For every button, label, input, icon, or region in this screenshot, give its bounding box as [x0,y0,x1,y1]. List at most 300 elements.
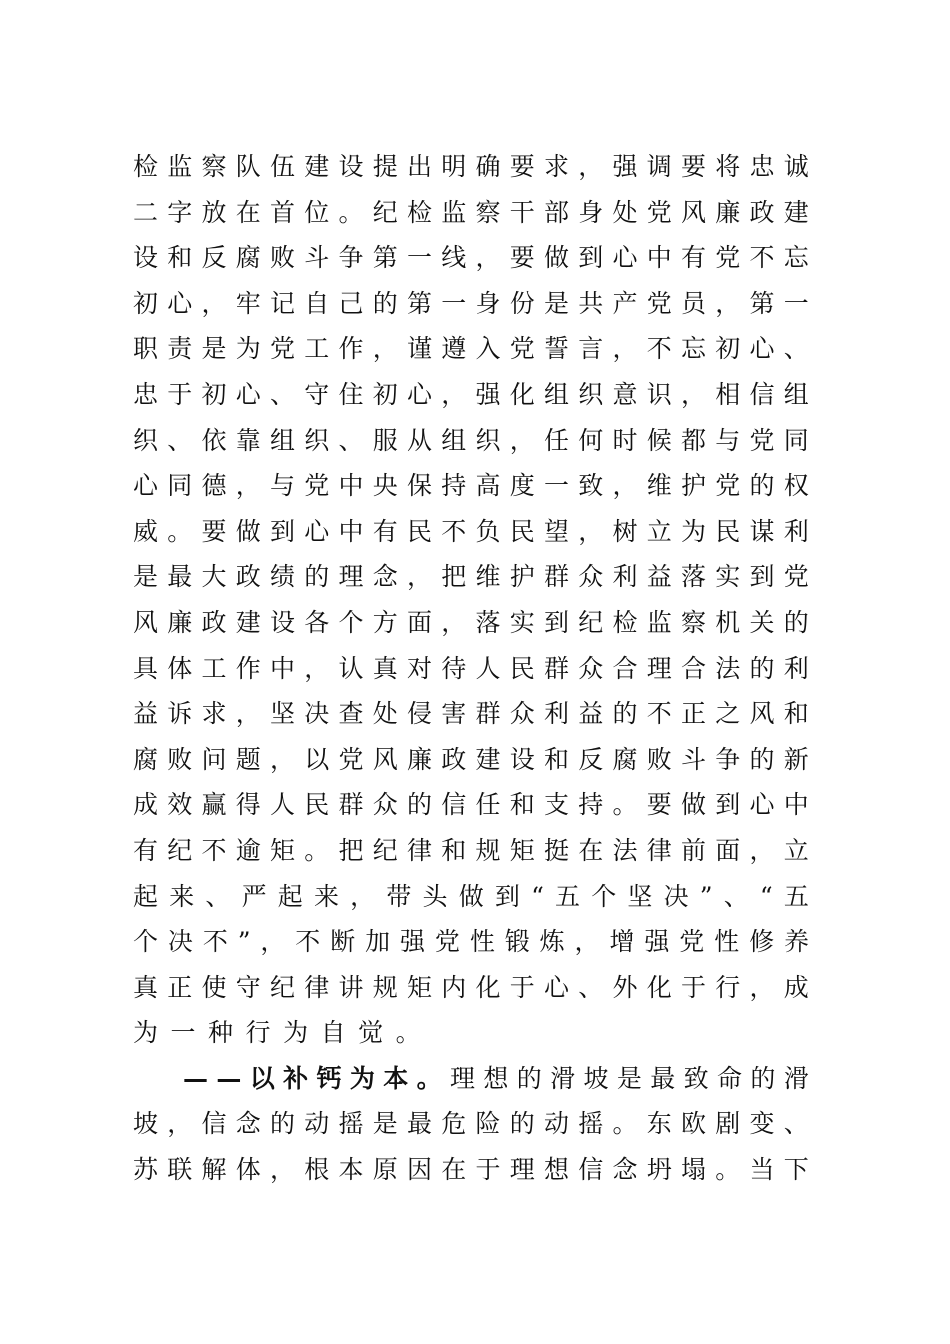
text-char: 风 [681,197,707,227]
text-char: 败 [646,744,672,774]
text-char: ， [578,516,604,546]
text-char: 人 [270,790,296,820]
text-char: 理 [509,1155,535,1185]
text-char: 败 [270,243,296,273]
text-char: 是 [616,1063,642,1093]
text-char: 众 [578,653,604,683]
text-char: 律 [304,972,330,1002]
text-char: 监 [646,607,672,637]
text-char: 信 [441,790,467,820]
text-char: 一 [170,1018,196,1048]
text-char: 益 [133,699,159,729]
text-char: 方 [372,607,398,637]
text-char: 为 [681,516,707,546]
text-char: 和 [544,744,570,774]
text-char: 各 [304,607,330,637]
text-char: 党 [715,471,741,501]
text-char: 具 [133,653,159,683]
text-char: 做 [458,881,484,911]
text-char: ， [441,379,467,409]
text-char: 、 [723,881,749,911]
text-char: 律 [646,835,672,865]
text-char: 待 [441,653,467,683]
text-char: 。 [167,516,193,546]
text-char: 不 [202,927,228,957]
text-char: 立 [646,516,672,546]
text-char: 真 [133,972,159,1002]
text-char: 高 [475,471,501,501]
text-char: 织 [133,425,159,455]
text-char: 作 [338,334,364,364]
text-line [133,828,809,874]
text-char: 工 [201,653,227,683]
text-char: 工 [304,334,330,364]
text-char: 做 [235,516,261,546]
text-char: 的 [304,562,330,592]
text-char: 中 [338,471,364,501]
text-char: 二 [133,197,159,227]
text-char: 规 [372,972,398,1002]
text-char: 。 [395,1018,421,1048]
text-char: 想 [544,1155,570,1185]
text-char: 人 [475,653,501,683]
text-char: 的 [749,653,775,683]
heading-char: — [216,1063,242,1093]
text-char: 初 [133,288,159,318]
text-char: 群 [338,790,364,820]
text-char: 提 [372,152,398,181]
text-char: ， [749,972,775,1002]
text-char: 反 [201,243,227,273]
text-char: 伍 [270,152,296,181]
text-char: 依 [201,425,227,455]
text-char: 、 [167,425,193,455]
text-char: 要 [201,516,227,546]
text-char: 坚 [270,699,296,729]
text-char: 的 [783,607,809,637]
text-char: 有 [133,835,159,865]
text-char: 个 [133,927,159,957]
text-char: 、 [783,334,809,364]
text-char: 不 [201,835,227,865]
text-char: 原 [372,1155,398,1185]
text-char: 众 [578,562,604,592]
text-char: 危 [441,1109,467,1139]
text-line [133,1101,809,1147]
text-char: 益 [646,562,672,592]
text-char: “ [759,881,773,911]
text-char: 任 [544,425,570,455]
text-char: 廉 [167,607,193,637]
text-char: 心 [133,471,159,501]
text-char: ” [237,927,251,957]
text-char: 廉 [407,744,433,774]
text-char: 一 [407,243,433,273]
text-char: 关 [749,607,775,637]
text-char: 认 [338,653,364,683]
text-char: “ [531,881,544,911]
text-char: 查 [338,699,364,729]
text-char: 机 [715,607,741,637]
text-char: 位 [304,197,330,227]
text-char: 意 [612,379,638,409]
text-char: 是 [372,1109,398,1139]
text-char: 众 [509,699,535,729]
text-char: 。 [612,790,638,820]
text-line [133,326,809,372]
text-char: 员 [681,288,707,318]
text-char: 监 [441,197,467,227]
text-char: 于 [167,379,193,409]
text-char: 题 [235,744,261,774]
text-char: 合 [681,653,707,683]
text-char: 忠 [749,152,775,181]
text-line [133,874,809,920]
text-char: 设 [338,152,364,181]
text-char: 放 [201,197,227,227]
heading-char: 。 [416,1063,442,1093]
text-char: 心 [304,516,330,546]
text-line [133,646,809,692]
text-char: 带 [386,881,412,911]
text-char: 到 [544,607,570,637]
text-char: 威 [133,516,159,546]
text-char: 相 [715,379,741,409]
text-char: 守 [235,972,261,1002]
text-char: 处 [612,197,638,227]
text-char: 成 [133,790,159,820]
text-char: 心 [749,790,775,820]
text-char: 自 [304,288,330,318]
text-char: 不 [295,927,321,957]
text-char: 政 [441,744,467,774]
text-char: 共 [578,288,604,318]
text-char: 因 [407,1155,433,1185]
text-char: 本 [338,1155,364,1185]
text-char: 体 [235,1155,261,1185]
text-char: 众 [372,790,398,820]
text-char: ， [749,835,775,865]
text-char: 险 [475,1109,501,1139]
text-char: 度 [509,471,535,501]
text-char: 建 [475,744,501,774]
text-char: 中 [646,243,672,273]
text-char: 五 [783,881,809,911]
text-char: ， [235,471,261,501]
text-char: 将 [715,152,741,181]
text-char: 纪 [270,972,296,1002]
text-char: 产 [612,288,638,318]
text-char: 变 [749,1109,775,1139]
text-char: 内 [441,972,467,1002]
text-char: 法 [612,835,638,865]
text-char: 要 [509,243,535,273]
text-char: 中 [783,790,809,820]
text-char: 解 [201,1155,227,1185]
text-char: 护 [509,562,535,592]
text-char: 初 [201,379,227,409]
text-char: 望 [544,516,570,546]
text-char: 德 [201,471,227,501]
text-char: 五 [555,881,581,911]
text-char: 权 [783,471,809,501]
text-char: 做 [544,243,570,273]
text-char: 立 [783,835,809,865]
text-char: 风 [372,744,398,774]
text-char: 民 [509,516,535,546]
text-char: 起 [277,881,303,911]
text-char: 与 [270,471,296,501]
text-char: 忘 [783,243,809,273]
text-char: 检 [133,152,159,181]
text-line [133,418,809,464]
text-char: 党 [338,744,364,774]
text-line [133,509,809,555]
text-char: 份 [509,288,535,318]
text-char: 下 [783,1155,809,1185]
text-char: 的 [407,790,433,820]
text-char: 为 [283,1018,309,1048]
text-char: 初 [372,379,398,409]
text-char: 第 [749,288,775,318]
text-char: 化 [646,972,672,1002]
text-char: 最 [167,562,193,592]
text-char: 和 [509,790,535,820]
text-char: 最 [650,1063,676,1093]
text-char: 政 [201,607,227,637]
text-char: 守 [304,379,330,409]
text-char: 。 [612,1109,638,1139]
text-char: 、 [205,881,231,911]
text-char: 反 [578,744,604,774]
text-char: 初 [715,334,741,364]
text-char: 作 [235,653,261,683]
text-char: 心 [612,243,638,273]
text-char: 起 [133,881,159,911]
text-char: 中 [270,653,296,683]
text-char: 的 [509,1109,535,1139]
text-char: 修 [749,927,775,957]
text-char: 来 [313,881,339,911]
text-char: 信 [201,1109,227,1139]
text-char: ， [270,1155,296,1185]
text-char: 摇 [578,1109,604,1139]
text-char: 组 [270,425,296,455]
text-char: 政 [235,562,261,592]
text-char: 服 [372,425,398,455]
text-char: 识 [646,379,672,409]
text-char: 坡 [583,1063,609,1093]
text-char: 纪 [578,607,604,637]
text-char: ， [304,653,330,683]
text-char: 诉 [167,699,193,729]
text-line [133,782,809,828]
text-char: 保 [407,471,433,501]
text-char: 遵 [441,334,467,364]
text-char: 争 [338,243,364,273]
text-char: 一 [783,288,809,318]
text-char: 根 [304,1155,330,1185]
text-char: 侵 [407,699,433,729]
text-char: 党 [783,562,809,592]
text-char: 住 [338,379,364,409]
text-char: 赢 [201,790,227,820]
text-char: 党 [270,334,296,364]
text-char: 求 [544,152,570,181]
text-char: 心 [167,288,193,318]
text-char: 检 [407,197,433,227]
text-char: 利 [783,516,809,546]
text-char: 入 [475,334,501,364]
text-char: 摇 [338,1109,364,1139]
text-char: 己 [338,288,364,318]
text-char: 维 [475,562,501,592]
text-char: 效 [167,790,193,820]
text-char: 决 [167,927,193,957]
text-char: 性 [714,927,740,957]
text-char: 把 [338,835,364,865]
text-char: 心 [749,334,775,364]
body-text [133,144,809,1193]
text-char: ， [475,243,501,273]
text-char: 于 [475,1155,501,1185]
text-char: 念 [372,562,398,592]
text-char: 真 [372,653,398,683]
text-char: 面 [407,607,433,637]
text-char: ， [270,744,296,774]
text-char: 腐 [235,243,261,273]
text-char: 察 [201,152,227,181]
text-char: 到 [270,516,296,546]
text-char: 实 [509,607,535,637]
text-char: 东 [646,1109,672,1139]
text-char: 致 [578,471,604,501]
text-char: 持 [578,790,604,820]
text-char: 党 [679,927,705,957]
text-char: ， [612,471,638,501]
text-char: 之 [715,699,741,729]
text-char: 和 [167,243,193,273]
text-char: ， [350,881,376,911]
text-char: 群 [475,699,501,729]
text-char: ， [681,379,707,409]
text-char: ， [509,425,535,455]
text-char: 是 [133,562,159,592]
text-char: 监 [167,152,193,181]
text-char: 职 [133,334,159,364]
heading-char: 补 [283,1063,309,1093]
text-char: 字 [167,197,193,227]
text-char: 化 [509,379,535,409]
text-char: ， [715,288,741,318]
text-char: 决 [663,881,689,911]
text-char: 为 [133,1018,159,1048]
text-char: 以 [304,744,330,774]
text-char: 命 [716,1063,742,1093]
text-char: 织 [475,425,501,455]
text-char: 明 [441,152,467,181]
text-char: 队 [235,152,261,181]
text-char: 来 [169,881,195,911]
text-char: 牢 [235,288,261,318]
text-char: 欧 [681,1109,707,1139]
text-char: 不 [646,699,672,729]
text-char: 廉 [715,197,741,227]
text-line [133,463,809,509]
text-char: 建 [783,197,809,227]
text-char: 矩 [270,835,296,865]
text-char: 正 [167,972,193,1002]
text-char: ， [578,152,604,181]
text-char: 致 [683,1063,709,1093]
text-char: 组 [544,379,570,409]
text-char: 动 [544,1109,570,1139]
text-char: 斗 [304,243,330,273]
text-line [133,554,809,600]
text-char: ， [167,1109,193,1139]
text-char: 风 [749,699,775,729]
text-char: 种 [208,1018,234,1048]
text-char: 强 [400,927,426,957]
text-char: 剧 [715,1109,741,1139]
text-char: 坍 [646,1155,672,1185]
text-char: 、 [338,425,364,455]
text-char: 斗 [681,744,707,774]
text-char: 身 [578,197,604,227]
text-char: 行 [245,1018,271,1048]
text-char: 念 [235,1109,261,1139]
text-char: 到 [578,243,604,273]
text-char: 腐 [612,744,638,774]
text-line [133,281,809,327]
text-char: 的 [270,1109,296,1139]
text-char: 处 [372,699,398,729]
text-char: 体 [167,653,193,683]
heading-char: 钙 [316,1063,342,1093]
text-char: 织 [578,379,604,409]
text-char: 讲 [338,972,364,1002]
text-char: 理 [646,653,672,683]
text-char: 矩 [407,972,433,1002]
text-char: 有 [681,243,707,273]
text-char: 外 [612,972,638,1002]
text-char: 党 [715,243,741,273]
text-char: 风 [133,607,159,637]
text-char: 确 [475,152,501,181]
text-char: 的 [612,699,638,729]
text-line [133,600,809,646]
text-line [133,919,809,965]
text-char: 到 [494,881,520,911]
text-char: 部 [544,197,570,227]
text-char: 设 [270,607,296,637]
text-char: 坡 [133,1109,159,1139]
text-char: 面 [715,835,741,865]
text-char: 察 [475,197,501,227]
text-char: 滑 [783,1063,809,1093]
text-char: 组 [783,379,809,409]
text-char: 持 [441,471,467,501]
text-line [133,1147,809,1193]
text-char: 、 [783,1109,809,1139]
text-char: 利 [783,653,809,683]
text-char: 民 [715,516,741,546]
text-line [133,1010,809,1056]
text-char: 时 [612,425,638,455]
text-char: 到 [749,562,775,592]
text-char: 锻 [504,927,530,957]
text-char: 行 [715,972,741,1002]
